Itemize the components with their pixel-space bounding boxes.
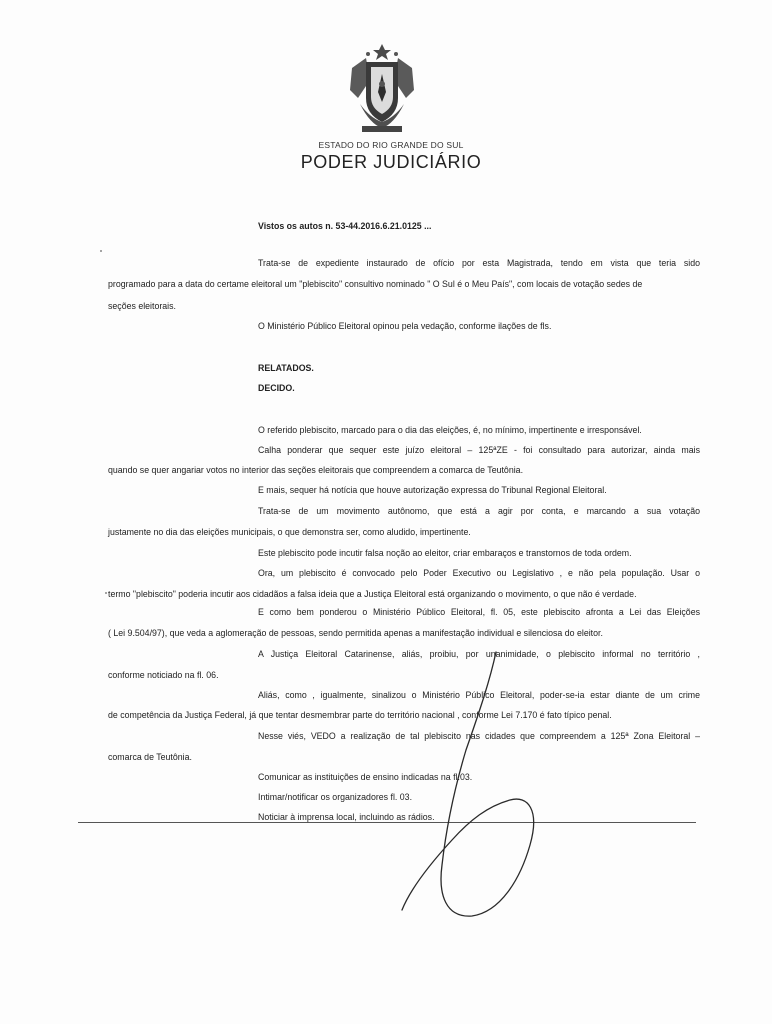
scan-speck: [105, 592, 107, 594]
heading-relatados: RELATADOS.: [258, 363, 314, 373]
paragraph-line: E mais, sequer há notícia que houve autorização expressa do Tribunal Regional Eleitoral.: [258, 485, 607, 495]
paragraph-line: Aliás, como , igualmente, sinalizou o Ministério Público Eleitoral, poder-se-ia estar diante de um crime: [258, 690, 700, 700]
court-name: PODER JUDICIÁRIO: [300, 152, 482, 172]
paragraph-line: de competência da Justiça Federal, já que tentar desmembrar parte do território nacional , conforme Lei 7.170 é fato típico penal.: [108, 710, 612, 720]
coat-of-arms-icon: [346, 40, 418, 136]
paragraph-line: E como bem ponderou o Ministério Público Eleitoral, fl. 05, este plebiscito afronta a Lei das Eleições: [258, 607, 700, 617]
paragraph-line: Este plebiscito pode incutir falsa noção ao eleitor, criar embaraços e transtornos de toda ordem.: [258, 548, 632, 558]
paragraph-line: O referido plebiscito, marcado para o dia das eleições, é, no mínimo, impertinente e irresponsável.: [258, 425, 642, 435]
paragraph-line: Nesse viés, VEDO a realização de tal plebiscito nas cidades que compreendem a 125ª Zona Eleitoral –: [258, 731, 700, 741]
paragraph-line: Intimar/notificar os organizadores fl. 03.: [258, 792, 413, 802]
paragraph-line: comarca de Teutônia.: [108, 752, 192, 762]
paragraph-line: ( Lei 9.504/97), que veda a aglomeração de pessoas, sendo permitida apenas a manifestação individual e silenciosa do eleitor.: [108, 628, 603, 638]
paragraph-line: Trata-se de um movimento autônomo, que está a agir por conta, e marcando a sua votação: [258, 506, 700, 516]
paragraph-line: conforme noticiado na fl. 06.: [108, 670, 219, 680]
paragraph-line: Comunicar as instituições de ensino indicadas na fl.03.: [258, 772, 473, 782]
scan-speck: [100, 250, 102, 252]
paragraph-line: justamente no dia das eleições municipais, o que demonstra ser, como aludido, impertinente.: [108, 527, 471, 537]
case-reference: Vistos os autos n. 53-44.2016.6.21.0125 ...: [258, 221, 432, 231]
heading-decido: DECIDO.: [258, 383, 295, 393]
paragraph-line: O Ministério Público Eleitoral opinou pela vedação, conforme ilações de fls.: [258, 321, 552, 331]
paragraph-line: seções eleitorais.: [108, 301, 176, 311]
paragraph-line: Calha ponderar que sequer este juízo eleitoral – 125ªZE - foi consultado para autorizar, ainda mais: [258, 445, 700, 455]
paragraph-line: programado para a data do certame eleitoral um "plebiscito" consultivo nominado " O Sul é o Meu País", com locais de votação sedes de: [108, 279, 643, 289]
paragraph-line: quando se quer angariar votos no interior das seções eleitorais que compreendem a comarca de Teutônia.: [108, 465, 524, 475]
paragraph-line: Noticiar à imprensa local, incluindo as rádios.: [258, 812, 435, 822]
signature: [380, 650, 570, 930]
state-name: ESTADO DO RIO GRANDE DO SUL: [318, 140, 464, 150]
paragraph-line: termo "plebiscito" poderia incutir aos cidadãos a falsa ideia que a Justiça Eleitoral está organizando o movimento, o que não é verdade.: [108, 589, 637, 599]
paragraph-line: A Justiça Eleitoral Catarinense, aliás, proibiu, por unanimidade, o plebiscito informal no território ,: [258, 649, 700, 659]
paragraph-line: Trata-se de expediente instaurado de ofício por esta Magistrada, tendo em vista que teria sido: [258, 258, 700, 268]
paragraph-line: Ora, um plebiscito é convocado pelo Poder Executivo ou Legislativo , e não pela população. Usar o: [258, 568, 700, 578]
